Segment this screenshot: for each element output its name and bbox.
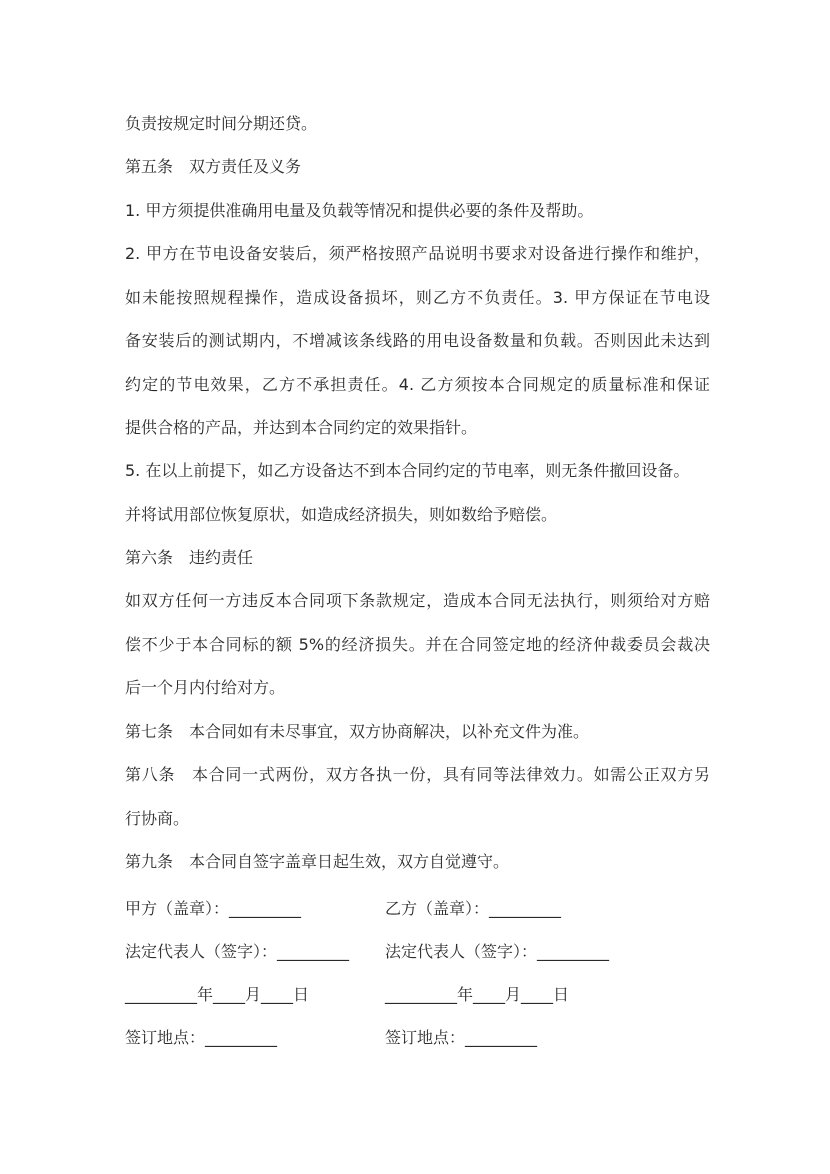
party-b-representative: 法定代表人（签字）：_________ bbox=[385, 942, 610, 961]
party-a-seal: 甲方（盖章）：_________ bbox=[125, 899, 302, 918]
section-heading-6: 第六条 违约责任 bbox=[125, 548, 254, 567]
party-b-date: _________年____月____日 bbox=[385, 985, 570, 1004]
paragraph-line: 如未能按照规程操作，造成设备损坏，则乙方不负责任。3. 甲方保证在节电设 bbox=[125, 288, 710, 307]
paragraph-line: 备安装后的测试期内，不增减该条线路的用电设备数量和负载。否则因此未达到 bbox=[125, 331, 710, 350]
paragraph-line: 5. 在以上前提下，如乙方设备达不到本合同约定的节电率，则无条件撤回设备。 bbox=[125, 461, 690, 480]
party-a-date: _________年____月____日 bbox=[125, 985, 310, 1004]
paragraph-line: 后一个月内付给对方。 bbox=[125, 678, 286, 697]
party-b-seal: 乙方（盖章）：_________ bbox=[385, 899, 562, 918]
paragraph-line: 偿不少于本合同标的额 5%的经济损失。并在合同签定地的经济仲裁委员会裁决 bbox=[125, 635, 710, 654]
paragraph-line: 提供合格的产品，并达到本合同约定的效果指针。 bbox=[125, 418, 478, 437]
party-a-representative: 法定代表人（签字）：_________ bbox=[125, 942, 350, 961]
section-7: 第七条 本合同如有未尽事宜，双方协商解决，以补充文件为准。 bbox=[125, 722, 590, 741]
paragraph-line: 如双方任何一方违反本合同项下条款规定，造成本合同无法执行，则须给对方赔 bbox=[125, 591, 710, 610]
section-8: 第八条 本合同一式两份，双方各执一份，具有同等法律效力。如需公正双方另 bbox=[125, 765, 710, 784]
section-9: 第九条 本合同自签字盖章日起生效，双方自觉遵守。 bbox=[125, 852, 510, 871]
party-a-place: 签订地点：_________ bbox=[125, 1028, 278, 1047]
section-heading-5: 第五条 双方责任及义务 bbox=[125, 157, 302, 176]
party-b-place: 签订地点：_________ bbox=[385, 1028, 538, 1047]
paragraph-line: 1. 甲方须提供准确用电量及负载等情况和提供必要的条件及帮助。 bbox=[125, 201, 594, 220]
paragraph-line: 负责按规定时间分期还贷。 bbox=[125, 114, 318, 133]
paragraph-line: 行协商。 bbox=[125, 809, 190, 828]
paragraph-line: 2. 甲方在节电设备安装后，须严格按照产品说明书要求对设备进行操作和维护， bbox=[125, 244, 710, 263]
paragraph-line: 约定的节电效果，乙方不承担责任。4. 乙方须按本合同规定的质量标准和保证 bbox=[125, 375, 710, 394]
paragraph-line: 并将试用部位恢复原状，如造成经济损失，则如数给予赔偿。 bbox=[125, 505, 558, 524]
